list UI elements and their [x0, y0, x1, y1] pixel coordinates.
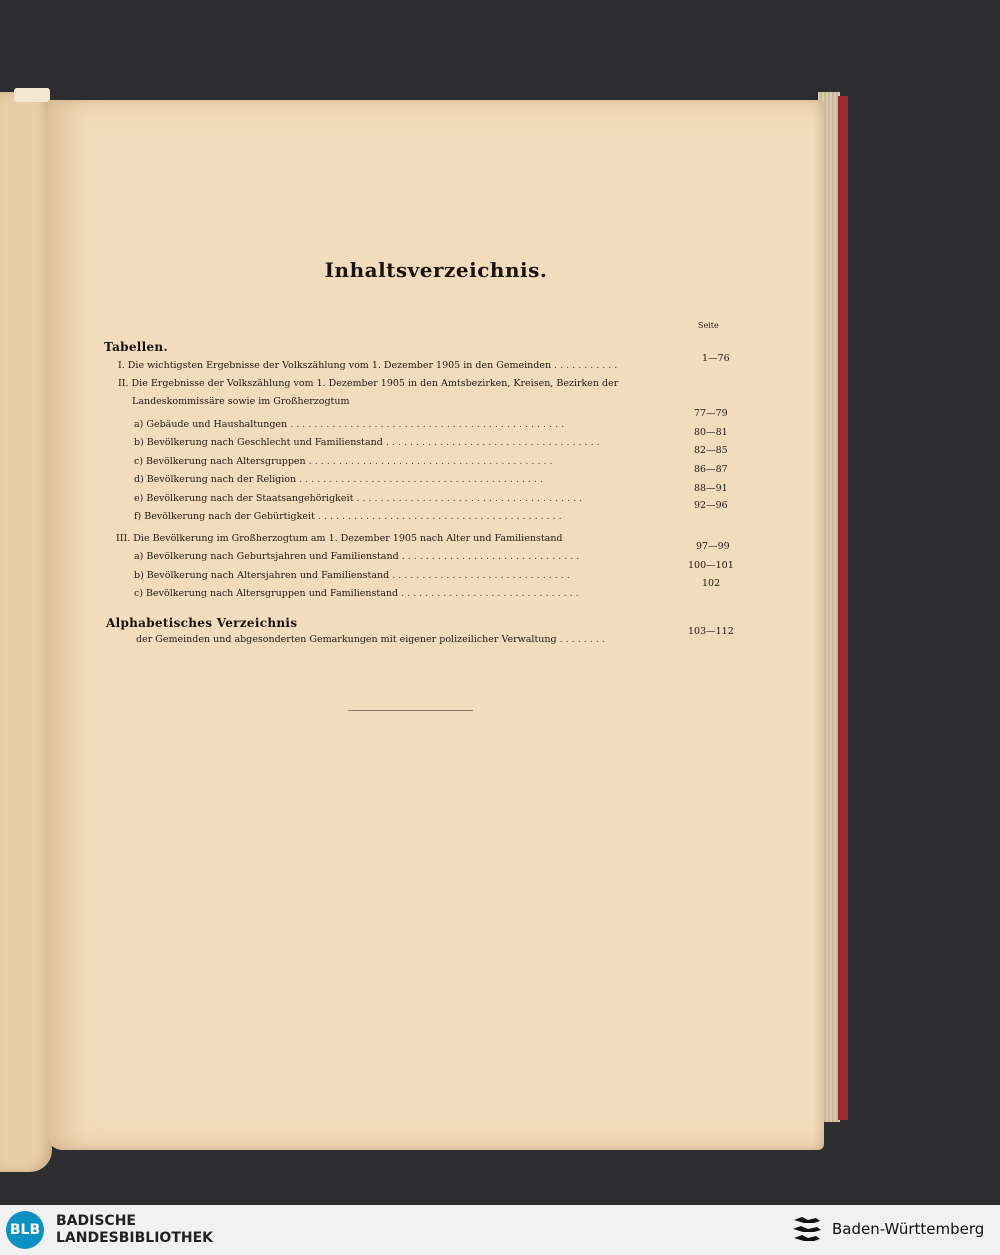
toc-page-range: 82—85: [694, 445, 728, 456]
toc-entry: b) Bevölkerung nach Altersjahren und Familienstand ..............................: [134, 570, 573, 581]
toc-entry: Landeskommissäre sowie im Großherzogtum: [132, 396, 350, 407]
page-title: Inhaltsverzeichnis.: [324, 258, 548, 282]
baden-wuerttemberg-lions-icon[interactable]: [790, 1213, 824, 1247]
toc-entry: e) Bevölkerung nach der Staatsangehörigkeit ......................................: [134, 493, 586, 504]
toc-page-range: 102: [702, 578, 721, 589]
blb-name-line2: LANDESBIBLIOTHEK: [56, 1230, 214, 1246]
toc-page-range: 1—76: [702, 353, 730, 364]
toc-entry: I. Die wichtigsten Ergebnisse der Volkszählung vom 1. Dezember 1905 in den Gemeinden ...........: [118, 360, 621, 371]
toc-entry: der Gemeinden und abgesonderten Gemarkungen mit eigener polizeilicher Verwaltung ........: [136, 634, 608, 645]
blb-name-line1: BADISCHE: [56, 1213, 136, 1229]
toc-page-range: 80—81: [694, 427, 728, 438]
toc-page-range: 77—79: [694, 408, 728, 419]
toc-entry: c) Bevölkerung nach Altersgruppen .........................................: [134, 456, 556, 467]
toc-page-range: 97—99: [696, 541, 730, 552]
baden-wuerttemberg-label[interactable]: Baden-Württemberg: [832, 1220, 985, 1238]
toc-page-range: 88—91: [694, 483, 728, 494]
toc-entry: c) Bevölkerung nach Altersgruppen und Familienstand ..............................: [134, 588, 582, 599]
blb-name[interactable]: [56, 1213, 213, 1247]
toc-entry: d) Bevölkerung nach der Religion .........................................: [134, 474, 546, 485]
toc-entry: III. Die Bevölkerung im Großherzogtum am 1. Dezember 1905 nach Alter und Familienstand: [116, 533, 563, 544]
toc-entry: a) Gebäude und Haushaltungen ..............................................: [134, 419, 568, 430]
toc-page-range: 92—96: [694, 500, 728, 511]
page-column-label: Seite: [698, 321, 719, 330]
viewer-footer: [0, 1205, 1000, 1255]
toc-page-range: 103—112: [688, 626, 734, 637]
toc-entry: b) Bevölkerung nach Geschlecht und Familienstand ....................................: [134, 437, 603, 448]
book-cover-edge: [838, 96, 848, 1120]
toc-entry: f) Bevölkerung nach der Gebürtigkeit .........................................: [134, 511, 565, 522]
section-heading-verzeichnis: Alphabetisches Verzeichnis: [106, 616, 298, 630]
left-page-edge: [0, 92, 52, 1172]
closing-rule: [348, 710, 473, 711]
section-heading-tabellen: Tabellen.: [104, 340, 168, 354]
toc-page-range: 100—101: [688, 560, 734, 571]
toc-entry: a) Bevölkerung nach Geburtsjahren und Familienstand ..............................: [134, 551, 583, 562]
toc-entry: II. Die Ergebnisse der Volkszählung vom 1. Dezember 1905 in den Amtsbezirken, Kreisen, Bezirken der: [118, 378, 619, 389]
toc-page-range: 86—87: [694, 464, 728, 475]
left-page-corner: [14, 88, 50, 102]
document-page: [48, 100, 824, 1150]
blb-logo[interactable]: BLB: [6, 1211, 44, 1249]
